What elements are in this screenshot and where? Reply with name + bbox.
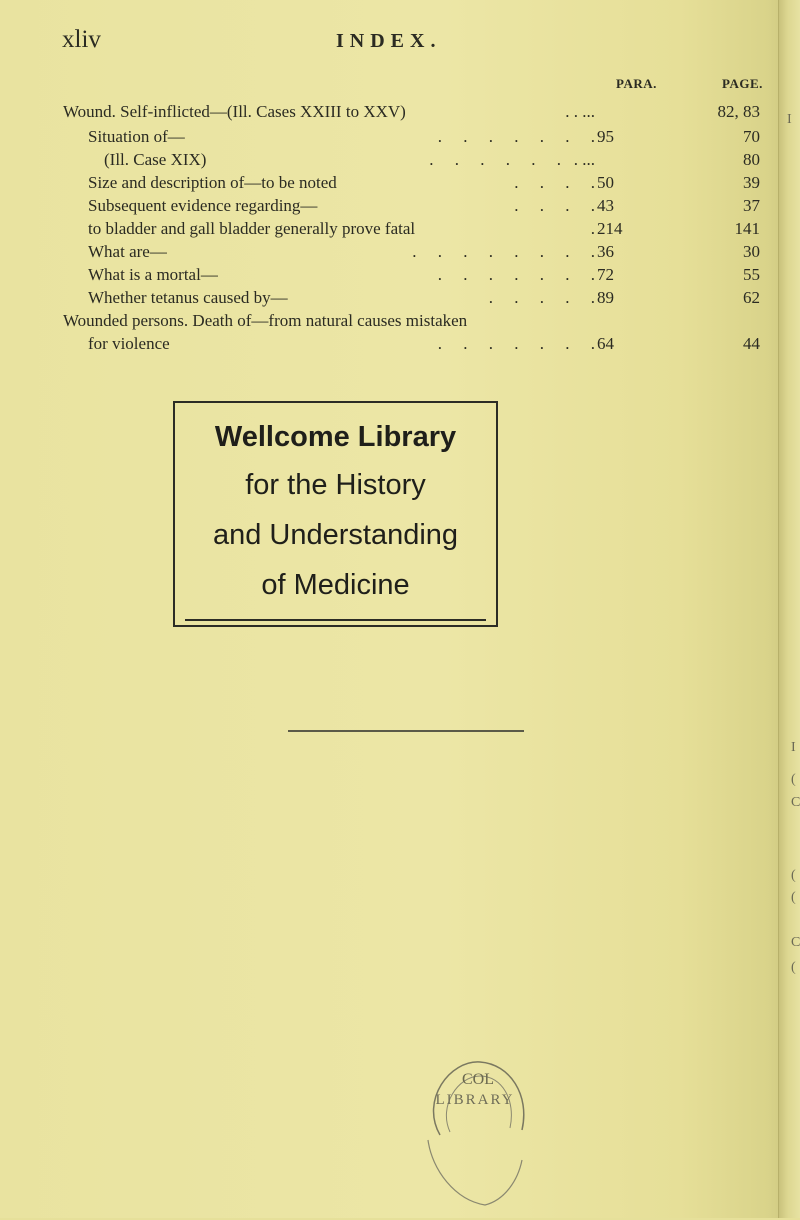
entry-para: 43: [597, 196, 614, 215]
entry-label: Size and description of—to be noted: [88, 173, 337, 192]
entry-label: What is a mortal—: [88, 265, 218, 284]
seal-outline-icon: [410, 1040, 540, 1215]
dot-leader: . . . . . . . .: [399, 242, 595, 261]
stamp-line-4: of Medicine: [261, 569, 410, 601]
edge-mark: (: [791, 868, 796, 883]
entry-label: Subsequent evidence regarding—: [88, 196, 318, 215]
index-entry: [0, 101, 780, 123]
entry-page: 39: [743, 173, 760, 192]
dot-leader: . . . . . . .: [425, 265, 595, 284]
entry-page: 70: [743, 127, 760, 146]
edge-mark: C: [791, 935, 800, 950]
stamp-line-3: and Understanding: [212, 519, 459, 551]
index-entry: [0, 333, 780, 355]
page-title: INDEX.: [336, 30, 442, 52]
edge-mark: (: [791, 960, 796, 975]
edge-mark: (: [791, 772, 796, 787]
dot-leader: . . . .: [510, 173, 595, 192]
dot-leader: . . . . . . .: [429, 127, 595, 146]
dot-leader: . . . .: [497, 196, 595, 215]
index-entry: [0, 218, 780, 240]
entry-para: 214: [597, 219, 623, 238]
entry-label: Whether tetanus caused by—: [88, 288, 288, 307]
edge-mark: I: [787, 112, 792, 127]
entry-para: 72: [597, 265, 614, 284]
seal-text-top: COL: [462, 1071, 494, 1088]
stamp-underline: [185, 619, 486, 621]
page-number: xliv: [62, 26, 101, 53]
edge-mark: C: [791, 795, 800, 810]
stamp-line-2: for the History: [245, 469, 426, 501]
stamp-line-1: Wellcome Library: [214, 421, 457, 453]
library-seal-stamp: [410, 1040, 540, 1215]
dot-leader: .: [578, 219, 595, 238]
entry-page: 80: [743, 150, 760, 169]
entry-para: 64: [597, 334, 614, 353]
index-entry: [0, 126, 780, 148]
entry-label: Wounded persons. Death of—from natural causes mistaken: [63, 311, 468, 330]
dot-leader: . . . . . . .: [425, 334, 595, 353]
edge-mark: I: [791, 740, 796, 755]
entry-para: 36: [597, 242, 614, 261]
entry-page: 30: [743, 242, 760, 261]
dot-leader: . . . . .: [484, 288, 595, 307]
dot-leader: . . ...: [561, 102, 595, 121]
entry-label: (Ill. Case XIX): [104, 150, 207, 169]
edge-mark: (: [791, 890, 796, 905]
entry-page: 62: [743, 288, 760, 307]
adjacent-page-edge: [778, 0, 800, 1218]
dot-leader: . . . . . . . ...: [420, 150, 595, 169]
library-stamp: [173, 401, 498, 627]
entry-label: Situation of—: [88, 127, 185, 146]
para-column-header: PARA.: [616, 76, 657, 91]
index-entry: [0, 264, 780, 286]
seal-text: LIBRARY: [435, 1092, 515, 1108]
entry-para: 89: [597, 288, 614, 307]
index-entry: [0, 172, 780, 194]
entry-label: Wound. Self-inflicted—(Ill. Cases XXIII to XXV): [63, 102, 406, 121]
entry-label: to bladder and gall bladder generally prove fatal: [88, 219, 416, 238]
entry-label: for violence: [88, 334, 170, 353]
entry-page: 141: [734, 219, 760, 238]
index-entry: [0, 195, 780, 217]
entry-page: 37: [743, 196, 760, 215]
entry-label: What are—: [88, 242, 167, 261]
entry-para: 50: [597, 173, 614, 192]
entry-para: 95: [597, 127, 614, 146]
entry-page: 82, 83: [717, 102, 760, 121]
index-entry: [0, 310, 780, 332]
page-column-header: PAGE.: [722, 76, 763, 91]
index-entry: [0, 149, 780, 171]
index-entry: [0, 287, 780, 309]
index-entry: [0, 241, 780, 263]
entry-page: 44: [743, 334, 760, 353]
closing-rule: [288, 730, 524, 732]
entry-page: 55: [743, 265, 760, 284]
